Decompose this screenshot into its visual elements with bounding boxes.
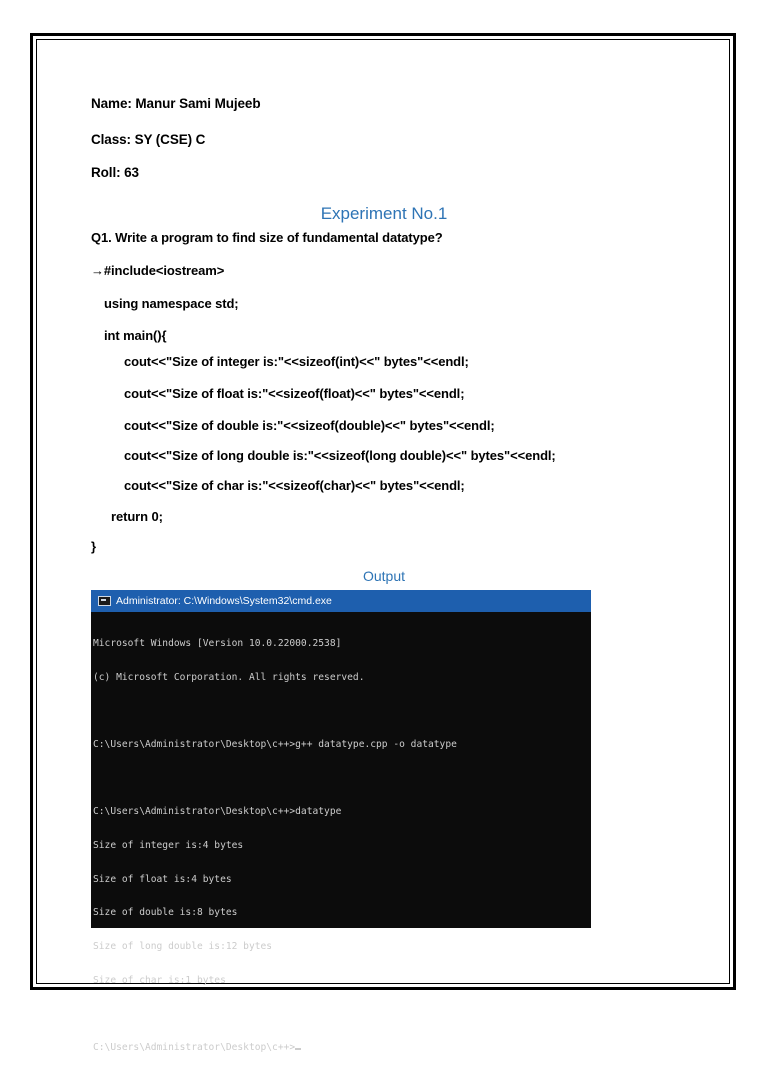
terminal-prompt: C:\Users\Administrator\Desktop\c++> xyxy=(93,1041,296,1053)
terminal-line: (c) Microsoft Corporation. All rights reserved. xyxy=(93,672,365,684)
code-line-cout-int: cout<<"Size of integer is:"<<sizeof(int)<<" bytes"<<endl; xyxy=(124,354,469,369)
terminal-line: Size of double is:8 bytes xyxy=(93,907,238,919)
output-title: Output xyxy=(362,568,406,584)
terminal-line: Size of char is:1 bytes xyxy=(93,974,226,986)
terminal-prompt-line xyxy=(93,1042,589,1053)
terminal-cursor xyxy=(295,1048,301,1050)
experiment-title: Experiment No.1 xyxy=(320,204,448,223)
code-line-cout-double: cout<<"Size of double is:"<<sizeof(double)<<" bytes"<<endl; xyxy=(124,418,495,433)
terminal-output xyxy=(91,612,591,1079)
code-line-close-brace: } xyxy=(91,539,96,554)
terminal-line: C:\Users\Administrator\Desktop\c++>datatype xyxy=(93,806,342,818)
terminal-line xyxy=(93,1008,589,1019)
terminal-line: Microsoft Windows [Version 10.0.22000.2538] xyxy=(93,638,342,650)
student-class: Class: SY (CSE) C xyxy=(91,132,206,147)
question-text: Q1. Write a program to find size of fundamental datatype? xyxy=(91,230,443,245)
terminal-line: Size of float is:4 bytes xyxy=(93,873,232,885)
terminal-screenshot xyxy=(91,590,591,1053)
terminal-title: Administrator: C:\Windows\System32\cmd.exe xyxy=(116,595,332,607)
code-line-using: using namespace std; xyxy=(104,296,239,311)
student-roll: Roll: 63 xyxy=(91,165,139,180)
code-line-include xyxy=(91,263,224,278)
code-line-cout-float: cout<<"Size of float is:"<<sizeof(float)<<" bytes"<<endl; xyxy=(124,386,465,401)
code-line-cout-char: cout<<"Size of char is:"<<sizeof(char)<<" bytes"<<endl; xyxy=(124,478,465,493)
terminal-titlebar xyxy=(91,590,591,612)
terminal-line: Size of integer is:4 bytes xyxy=(93,840,244,852)
arrow-icon: → xyxy=(91,263,104,278)
code-line-main: int main(){ xyxy=(104,328,167,343)
cmd-icon xyxy=(98,596,111,606)
student-name: Name: Manur Sami Mujeeb xyxy=(91,96,261,111)
terminal-line: Size of long double is:12 bytes xyxy=(93,940,273,952)
terminal-line xyxy=(93,773,589,784)
terminal-line xyxy=(93,706,589,717)
code-line-return: return 0; xyxy=(111,509,163,524)
code-line-cout-long-double: cout<<"Size of long double is:"<<sizeof(long double)<<" bytes"<<endl; xyxy=(124,448,556,463)
code-include-text: #include<iostream> xyxy=(103,263,225,278)
terminal-line: C:\Users\Administrator\Desktop\c++>g++ datatype.cpp -o datatype xyxy=(93,739,457,751)
